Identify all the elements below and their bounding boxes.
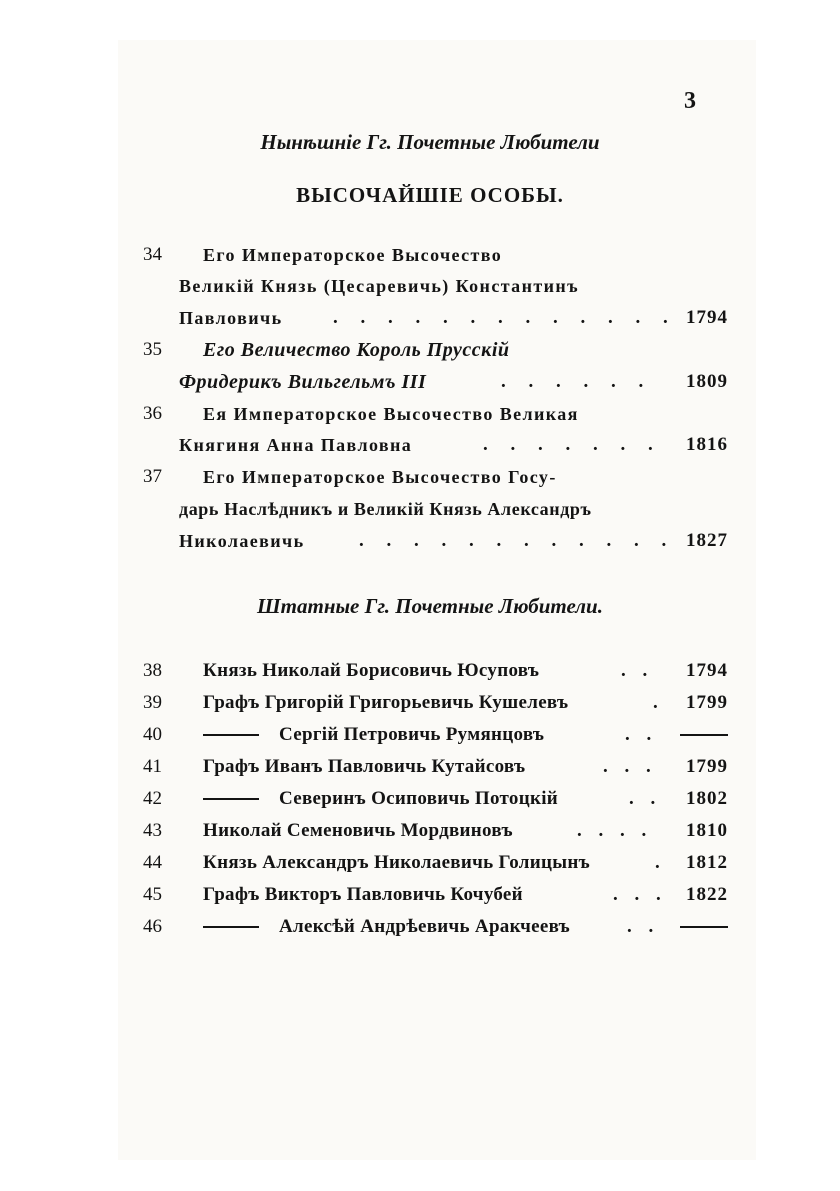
royal-entry-line	[143, 525, 728, 557]
staff-entry	[143, 879, 728, 911]
entry-year: 1816	[686, 434, 728, 455]
entry-name: Князь Николай Борисовичь Юсуповъ	[203, 660, 540, 681]
entry-text: Его Императорское Высочество Госу-	[203, 467, 557, 487]
staff-entry	[143, 751, 728, 783]
royal-entry-line	[143, 429, 728, 461]
entry-number: 44	[143, 852, 162, 873]
entry-year: 1802	[686, 788, 728, 809]
entry-number: 39	[143, 692, 162, 713]
page-number: 3	[684, 88, 696, 114]
entry-number: 38	[143, 660, 162, 681]
entry-year: 1812	[686, 852, 728, 873]
staff-entry	[143, 687, 728, 719]
entry-year: 1809	[686, 371, 728, 392]
entry-name: Графъ Иванъ Павловичь Кутайсовъ	[203, 756, 526, 777]
entry-year: 1794	[686, 660, 728, 681]
entry-number: 41	[143, 756, 162, 777]
dot-leader: . . . . . . .	[483, 434, 662, 455]
royal-entry-line	[143, 334, 728, 366]
entry-number: 35	[143, 339, 162, 360]
entry-number: 42	[143, 788, 162, 809]
dot-leader: . .	[629, 788, 662, 809]
entry-text: Его Императорское Высочество	[203, 245, 503, 265]
royal-entry-line	[143, 302, 728, 334]
royal-entry-line	[143, 366, 728, 398]
section-heading-honorary-current: Нынѣшніе Гг. Почетные Любители	[260, 130, 600, 154]
entry-text: Ея Императорское Высочество Великая	[203, 404, 579, 424]
royal-entry-line	[143, 270, 728, 302]
dot-leader: . .	[627, 916, 660, 937]
entry-number: 43	[143, 820, 162, 841]
entry-name: Графъ Викторъ Павловичь Кочубей	[203, 884, 523, 905]
entry-text: Княгиня Анна Павловна	[179, 435, 413, 455]
dot-leader: . . .	[613, 884, 667, 905]
entry-year-dash	[680, 734, 728, 736]
entry-number: 45	[143, 884, 162, 905]
staff-entry	[143, 655, 728, 687]
entry-year: 1810	[686, 820, 728, 841]
section-subheading-royal: ВЫСОЧАЙШІЕ ОСОБЫ.	[296, 183, 564, 207]
section-heading-honorary-staff: Штатные Гг. Почетные Любители.	[257, 594, 603, 618]
dot-leader: . . . . . .	[501, 371, 653, 392]
entry-text: Его Величество Король Прусскій	[203, 339, 510, 361]
dot-leader: .	[655, 852, 666, 873]
entry-number: 34	[143, 244, 162, 265]
entry-text: Великій Князь (Цесаревичь) Константинъ	[179, 276, 580, 296]
entry-year: 1822	[686, 884, 728, 905]
entry-number: 46	[143, 916, 162, 937]
royal-entry-line	[143, 239, 728, 271]
entry-year-dash	[680, 926, 728, 928]
entry-name: Графъ Григорій Григорьевичь Кушелевъ	[203, 692, 569, 713]
dot-leader: . . . . . . . . . . . . .	[333, 307, 677, 328]
entry-name: Сергій Петровичь Румянцовъ	[279, 724, 545, 745]
entry-year: 1799	[686, 692, 728, 713]
dot-leader: . .	[621, 660, 654, 681]
royal-entry-line	[143, 461, 728, 493]
entry-number: 37	[143, 466, 162, 487]
staff-entry	[143, 719, 728, 751]
royal-entry-line	[143, 398, 728, 430]
entry-number: 40	[143, 724, 162, 745]
dot-leader: . . . . . . . . . . . .	[359, 530, 676, 551]
entry-name: Северинъ Осиповичь Потоцкій	[279, 788, 559, 809]
entry-name: Николай Семеновичь Мордвиновъ	[203, 820, 513, 841]
entry-name: Алексѣй Андрѣевичь Аракчеевъ	[279, 916, 571, 937]
entry-year: 1827	[686, 530, 728, 551]
dot-leader: .	[653, 692, 664, 713]
dot-leader: . .	[625, 724, 658, 745]
entry-year: 1799	[686, 756, 728, 777]
ditto-dash	[203, 734, 259, 736]
staff-entry	[143, 783, 728, 815]
staff-entry	[143, 847, 728, 879]
entry-text: дарь Наслѣдникъ и Великій Князь Александръ	[179, 499, 592, 519]
entry-text: Николаевичь	[179, 531, 305, 551]
entry-year: 1794	[686, 307, 728, 328]
entry-name: Князь Александръ Николаевичь Голицынъ	[203, 852, 591, 873]
ditto-dash	[203, 926, 259, 928]
dot-leader: . . . .	[577, 820, 653, 841]
ditto-dash	[203, 798, 259, 800]
entry-text: Павловичь	[179, 308, 283, 328]
entry-number: 36	[143, 403, 162, 424]
royal-entry-line	[143, 493, 728, 525]
entry-text: Фридерикъ Вильгельмъ III	[179, 371, 427, 393]
staff-entry	[143, 911, 728, 943]
staff-entry	[143, 815, 728, 847]
dot-leader: . . .	[603, 756, 657, 777]
